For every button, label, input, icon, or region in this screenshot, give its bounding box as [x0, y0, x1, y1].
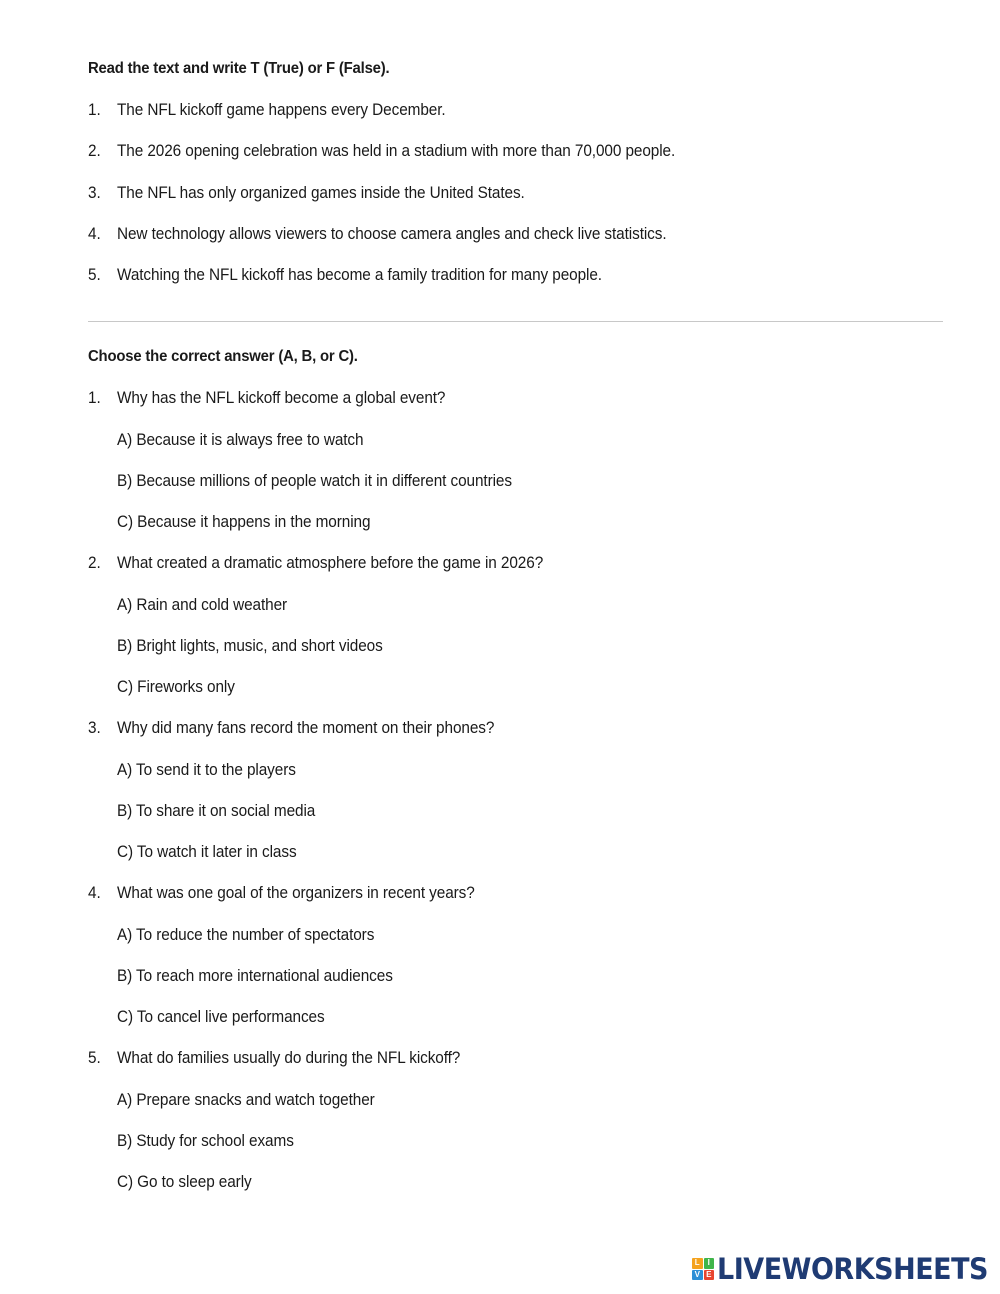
- mc-option: C) Go to sleep early: [117, 1173, 252, 1191]
- tf-item-number: 5.: [88, 266, 101, 284]
- mc-question-text: Why did many fans record the moment on their phones?: [117, 719, 495, 737]
- mc-question-number: 4.: [88, 884, 101, 902]
- mc-option: B) To share it on social media: [117, 802, 316, 820]
- mc-question-number: 2.: [88, 554, 101, 572]
- mc-option: C) Fireworks only: [117, 678, 235, 696]
- mc-option: A) To send it to the players: [117, 761, 296, 779]
- mc-option: C) To cancel live performances: [117, 1008, 325, 1026]
- mc-question-text: What was one goal of the organizers in recent years?: [117, 884, 475, 902]
- tf-section-title: Read the text and write T (True) or F (False).: [88, 60, 390, 77]
- mc-option: B) Because millions of people watch it in different countries: [117, 472, 512, 490]
- mc-option: C) To watch it later in class: [117, 843, 297, 861]
- mc-question-number: 1.: [88, 389, 101, 407]
- mc-option: A) To reduce the number of spectators: [117, 926, 375, 944]
- mc-question-text: What do families usually do during the NFL kickoff?: [117, 1049, 461, 1067]
- tf-item-text: The 2026 opening celebration was held in a stadium with more than 70,000 people.: [117, 142, 676, 160]
- mc-question-number: 5.: [88, 1049, 101, 1067]
- mc-option: B) Bright lights, music, and short videos: [117, 637, 383, 655]
- section-divider: [88, 321, 943, 322]
- mc-option: C) Because it happens in the morning: [117, 513, 371, 531]
- mc-option: A) Because it is always free to watch: [117, 431, 364, 449]
- mc-question-number: 3.: [88, 719, 101, 737]
- tf-item-text: Watching the NFL kickoff has become a family tradition for many people.: [117, 266, 602, 284]
- liveworksheets-logo-icon: L I V E: [692, 1258, 714, 1280]
- mc-section-title: Choose the correct answer (A, B, or C).: [88, 348, 358, 365]
- mc-question-text: Why has the NFL kickoff become a global event?: [117, 389, 446, 407]
- mc-option: B) To reach more international audiences: [117, 967, 393, 985]
- tf-item-text: The NFL has only organized games inside the United States.: [117, 184, 525, 202]
- tf-item-number: 2.: [88, 142, 101, 160]
- tf-item-text: New technology allows viewers to choose camera angles and check live statistics.: [117, 225, 667, 243]
- mc-option: B) Study for school exams: [117, 1132, 294, 1150]
- tf-item-number: 3.: [88, 184, 101, 202]
- tf-item-text: The NFL kickoff game happens every December.: [117, 101, 446, 119]
- tf-item-number: 1.: [88, 101, 101, 119]
- mc-option: A) Prepare snacks and watch together: [117, 1091, 375, 1109]
- liveworksheets-logo[interactable]: [692, 1252, 1000, 1286]
- mc-question-text: What created a dramatic atmosphere before the game in 2026?: [117, 554, 544, 572]
- tf-item-number: 4.: [88, 225, 101, 243]
- mc-option: A) Rain and cold weather: [117, 596, 288, 614]
- liveworksheets-logo-text: LIVEWORKSHEETS: [717, 1252, 989, 1286]
